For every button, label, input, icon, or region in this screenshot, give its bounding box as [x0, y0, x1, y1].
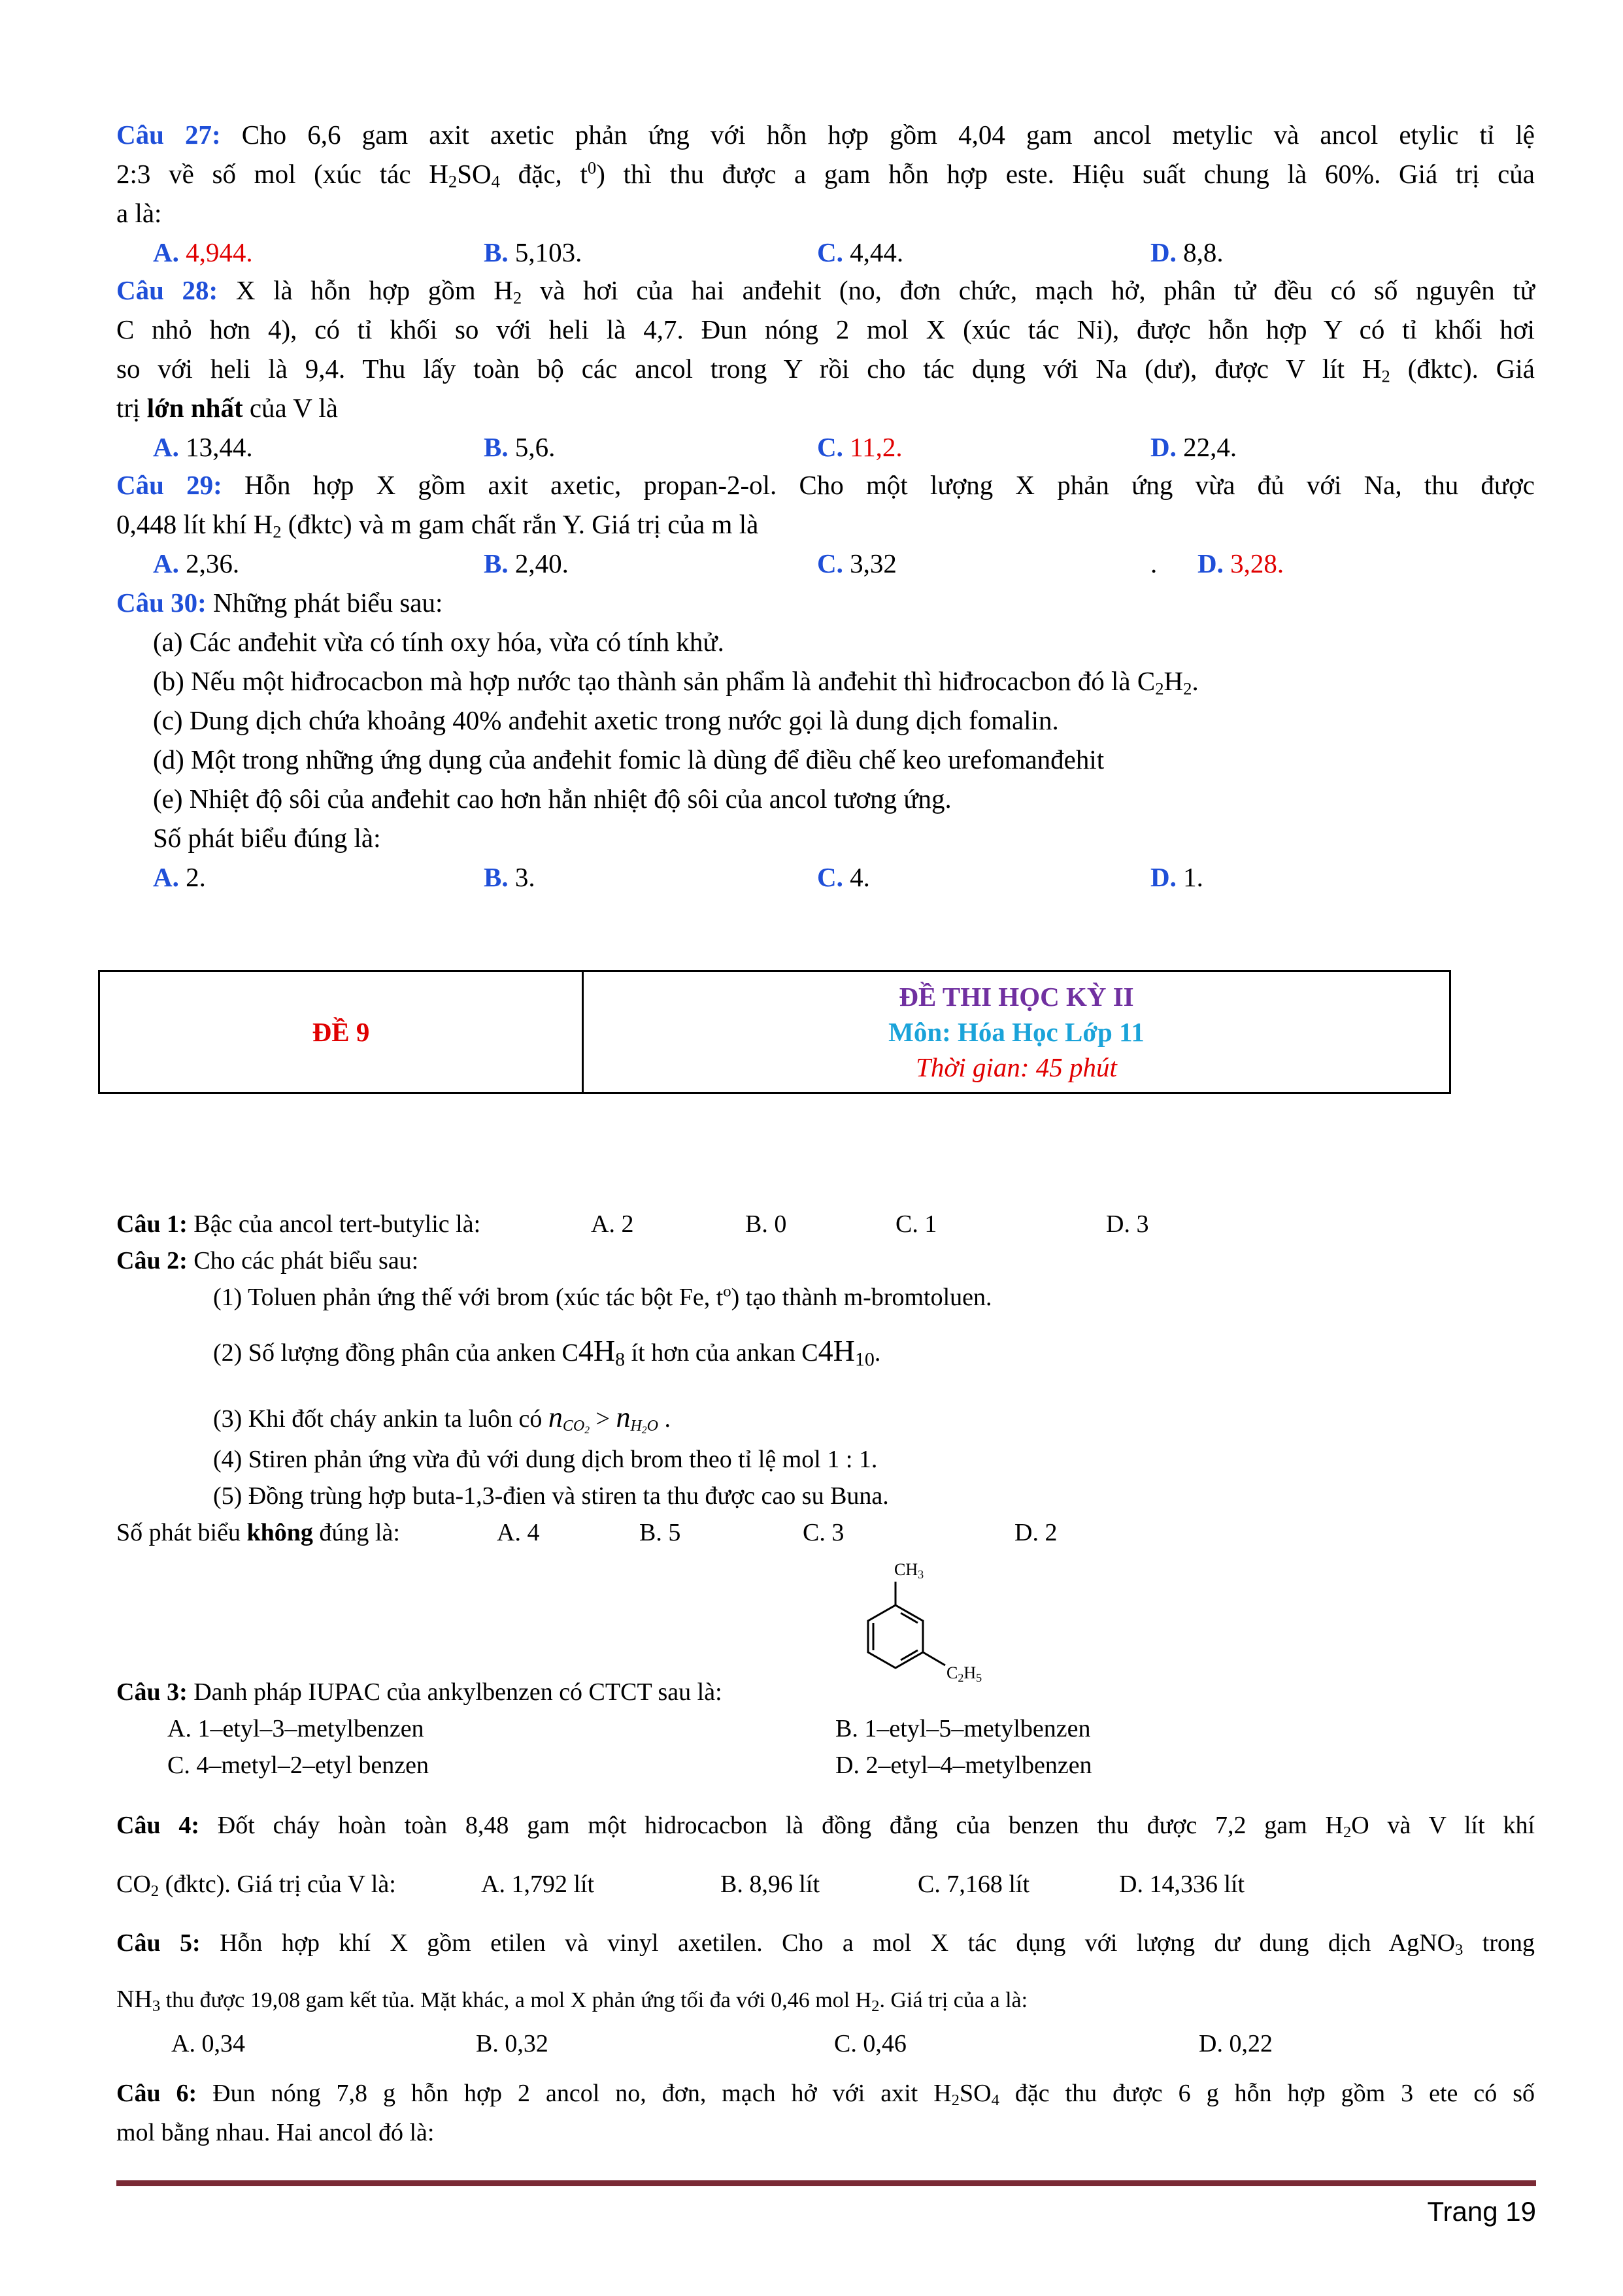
q29-line1: Câu 29: Hỗn hợp X gồm axit axetic, propan-2-ol. Cho một lượng X phản ứng vừa đủ với Na, thu được — [116, 470, 1535, 500]
q29-label: Câu 29: — [116, 470, 222, 500]
q29-line2: 0,448 lít khí $H_2$ (đktc) và m gam chất rắn Y. Giá trị của m là — [116, 509, 759, 542]
q29-dot: . — [1150, 548, 1158, 578]
q28-line2: C nhỏ hơn 4), có tỉ khối so với heli là 4,7. Đun nóng 2 mol X (xúc tác Ni), được hỗn hợp Y có tỉ khối hơi — [116, 314, 1535, 344]
ring-hexagon — [868, 1605, 923, 1668]
q28-option-d: D. 22,4. — [1150, 432, 1237, 462]
p2-q2-statement-4: (4) Stiren phản ứng vừa đủ với dung dịch brom theo tỉ lệ mol 1 : 1. — [213, 1446, 878, 1473]
p2-q3-option-b: B. 1–etyl–5–metylbenzen — [835, 1715, 1091, 1742]
q30-option-c: C. 4. — [817, 862, 870, 892]
p2-q3-option-c: C. 4–metyl–2–etyl benzen — [167, 1752, 429, 1779]
exam-time: Thời gian: 45 phút — [916, 1052, 1117, 1082]
q30-label: Câu 30: — [116, 588, 207, 618]
p2-q5-option-a: A. 0,34 — [171, 2030, 245, 2057]
q30-statement-d: (d) Một trong những ứng dụng của anđehit fomic là dùng để điều chế keo urefomanđehit — [153, 744, 1105, 774]
exam-number-cell — [99, 971, 583, 1093]
p2-q5-line2: $NH_3$ thu được 19,08 gam kết tủa. Mặt khác, a mol X phản ứng tối đa với 0,46 mol $H_2$. Giá trị của a là: — [116, 1986, 1028, 2016]
q27-option-d: D. 8,8. — [1150, 237, 1224, 267]
exam-header-table — [98, 970, 1451, 1094]
p2-q1-option-c: C. 1 — [895, 1210, 937, 1238]
p2-q5-option-d: D. 0,22 — [1199, 2030, 1273, 2057]
p2-q2-statement-2: (2) Số lượng đồng phân của anken $C4H_8$ ít hơn của ankan $C4H_{10}$. — [213, 1334, 881, 1371]
exam-title: ĐỀ THI HỌC KỲ II — [899, 982, 1134, 1012]
p2-q3-text: Câu 3: Danh pháp IUPAC của ankylbenzen có CTCT sau là: — [116, 1678, 722, 1706]
q29-option-b: B. 2,40. — [484, 548, 569, 578]
p2-q3-option-a: A. 1–etyl–3–metylbenzen — [167, 1715, 424, 1742]
methyl-label: CH3 — [894, 1560, 924, 1581]
p2-q4-option-a: A. 1,792 lít — [481, 1871, 595, 1898]
p2-q2-ask: Số phát biểu không đúng là: — [116, 1519, 400, 1546]
p2-q2-statement-1: (1) Toluen phản ứng thế với brom (xúc tác bột Fe, $t^o$) tạo thành m-bromtoluen. — [213, 1282, 992, 1311]
p2-q1-option-b: B. 0 — [745, 1210, 787, 1238]
p2-q4-option-b: B. 8,96 lít — [720, 1871, 820, 1898]
p2-q1-option-a: A. 2 — [591, 1210, 634, 1238]
p2-q5-option-b: B. 0,32 — [476, 2030, 548, 2057]
p2-q3-option-d: D. 2–etyl–4–metylbenzen — [835, 1752, 1092, 1779]
p2-q2-option-b: B. 5 — [639, 1519, 681, 1546]
q27-option-c: C. 4,44. — [817, 237, 904, 267]
ethyl-label: C2H5 — [946, 1663, 982, 1684]
ring-double-bond-2 — [901, 1650, 918, 1660]
exam-title-cell — [583, 971, 1450, 1093]
benzene-ring — [868, 1582, 945, 1668]
q30-option-a: A. 2. — [153, 862, 206, 892]
p2-q2-option-a: A. 4 — [497, 1519, 540, 1546]
q27-line3: a là: — [116, 198, 162, 228]
q28-line4: trị lớn nhất của V là — [116, 393, 338, 423]
q29-option-c: C. 3,32 — [817, 548, 897, 578]
q30-option-b: B. 3. — [484, 862, 535, 892]
p2-q4-line2: $CO_2$ (đktc). Giá trị của V là: — [116, 1871, 396, 1901]
q30-intro: Câu 30: Những phát biểu sau: — [116, 588, 443, 618]
exam-number: ĐỀ 9 — [312, 1017, 370, 1047]
p2-q1-text: Câu 1: Bậc của ancol tert-butylic là: — [116, 1210, 481, 1238]
q29-option-d: D. 3,28. — [1197, 548, 1284, 578]
footer-divider — [116, 2180, 1536, 2186]
p2-q2-text: Câu 2: Cho các phát biểu sau: — [116, 1247, 419, 1274]
q29-option-a: A. 2,36. — [153, 548, 240, 578]
p2-q5-option-c: C. 0,46 — [834, 2030, 907, 2057]
p2-q2-option-d: D. 2 — [1014, 1519, 1058, 1546]
q28-option-c: C. 11,2. — [817, 432, 903, 462]
p2-q2-option-c: C. 3 — [803, 1519, 845, 1546]
q30-statement-c: (c) Dung dịch chứa khoảng 40% anđehit axetic trong nước gọi là dung dịch fomalin. — [153, 705, 1059, 735]
q30-statement-e: (e) Nhiệt độ sôi của anđehit cao hơn hẳn nhiệt độ sôi của ancol tương ứng. — [153, 784, 952, 814]
q30-option-d: D. 1. — [1150, 862, 1203, 892]
q27-label: Câu 27: — [116, 120, 221, 150]
page-number: Trang 19 — [1427, 2196, 1536, 2227]
p2-q6-line2: mol bằng nhau. Hai ancol đó là: — [116, 2119, 435, 2146]
q27-line1: Câu 27: Cho 6,6 gam axit axetic phản ứng với hỗn hợp gồm 4,04 gam ancol metylic và ancol etylic tỉ lệ — [116, 120, 1535, 150]
p2-q4-option-d: D. 14,336 lít — [1119, 1871, 1245, 1898]
p2-q1-option-d: D. 3 — [1106, 1210, 1149, 1238]
ring-double-bond-1 — [901, 1613, 918, 1623]
q27-option-b: B. 5,103. — [484, 237, 582, 267]
q28-line3: so với heli là 9,4. Thu lấy toàn bộ các ancol trong Y rồi cho tác dụng với Na (dư), được V lít $H_2$ (đktc). Giá — [116, 354, 1535, 386]
q28-line1: Câu 28: X là hỗn hợp gồm $H_2$ và hơi của hai anđehit (no, đơn chức, mạch hở, phân tử đều có số nguyên tử — [116, 275, 1535, 308]
p2-q4-option-c: C. 7,168 lít — [918, 1871, 1030, 1898]
q28-label: Câu 28: — [116, 275, 218, 305]
p2-q6-line1: Câu 6: Đun nóng 7,8 g hỗn hợp 2 ancol no, đơn, mạch hở với axit $H_2SO_4$ đặc thu được 6 g hỗn hợp gồm 3 ete có số — [116, 2080, 1535, 2110]
p2-q2-statement-3: (3) Khi đốt cháy ankin ta luôn có $n_{CO_2} > n_{H_2O}$ . — [213, 1401, 671, 1436]
q27-line2: 2:3 về số mol (xúc tác $H_2SO_4$ đặc, $t^0$) thì thu được a gam hỗn hợp este. Hiệu suất chung là 60%. Giá trị của — [116, 158, 1535, 191]
q30-statement-b: (b) Nếu một hiđrocacbon mà hợp nước tạo thành sản phẩm là anđehit thì hiđrocacbon đó là $C_2H_2$. — [153, 666, 1199, 699]
ethyl-bond — [923, 1652, 945, 1665]
p2-q2-statement-5: (5) Đồng trùng hợp buta-1,3-đien và stiren ta thu được cao su Buna. — [213, 1482, 889, 1510]
exam-subject: Môn: Hóa Học Lớp 11 — [888, 1017, 1145, 1047]
q28-option-a: A. 13,44. — [153, 432, 253, 462]
q30-statement-a: (a) Các anđehit vừa có tính oxy hóa, vừa có tính khử. — [153, 627, 724, 657]
p2-q4-line1: Câu 4: Đốt cháy hoàn toàn 8,48 gam một hidrocacbon là đồng đẳng của benzen thu được 7,2 gam $H_2O$ và V lít khí — [116, 1812, 1535, 1842]
ethyl-methylbenzene-structure — [843, 1556, 1039, 1712]
q30-ask: Số phát biểu đúng là: — [153, 823, 381, 853]
p2-q5-line1: Câu 5: Hỗn hợp khí X gồm etilen và vinyl axetilen. Cho a mol X tác dụng với lượng dư dung dịch AgNO$_3$ trong — [116, 1929, 1535, 1959]
q28-option-b: B. 5,6. — [484, 432, 556, 462]
q27-option-a: A. 4,944. — [153, 237, 253, 267]
